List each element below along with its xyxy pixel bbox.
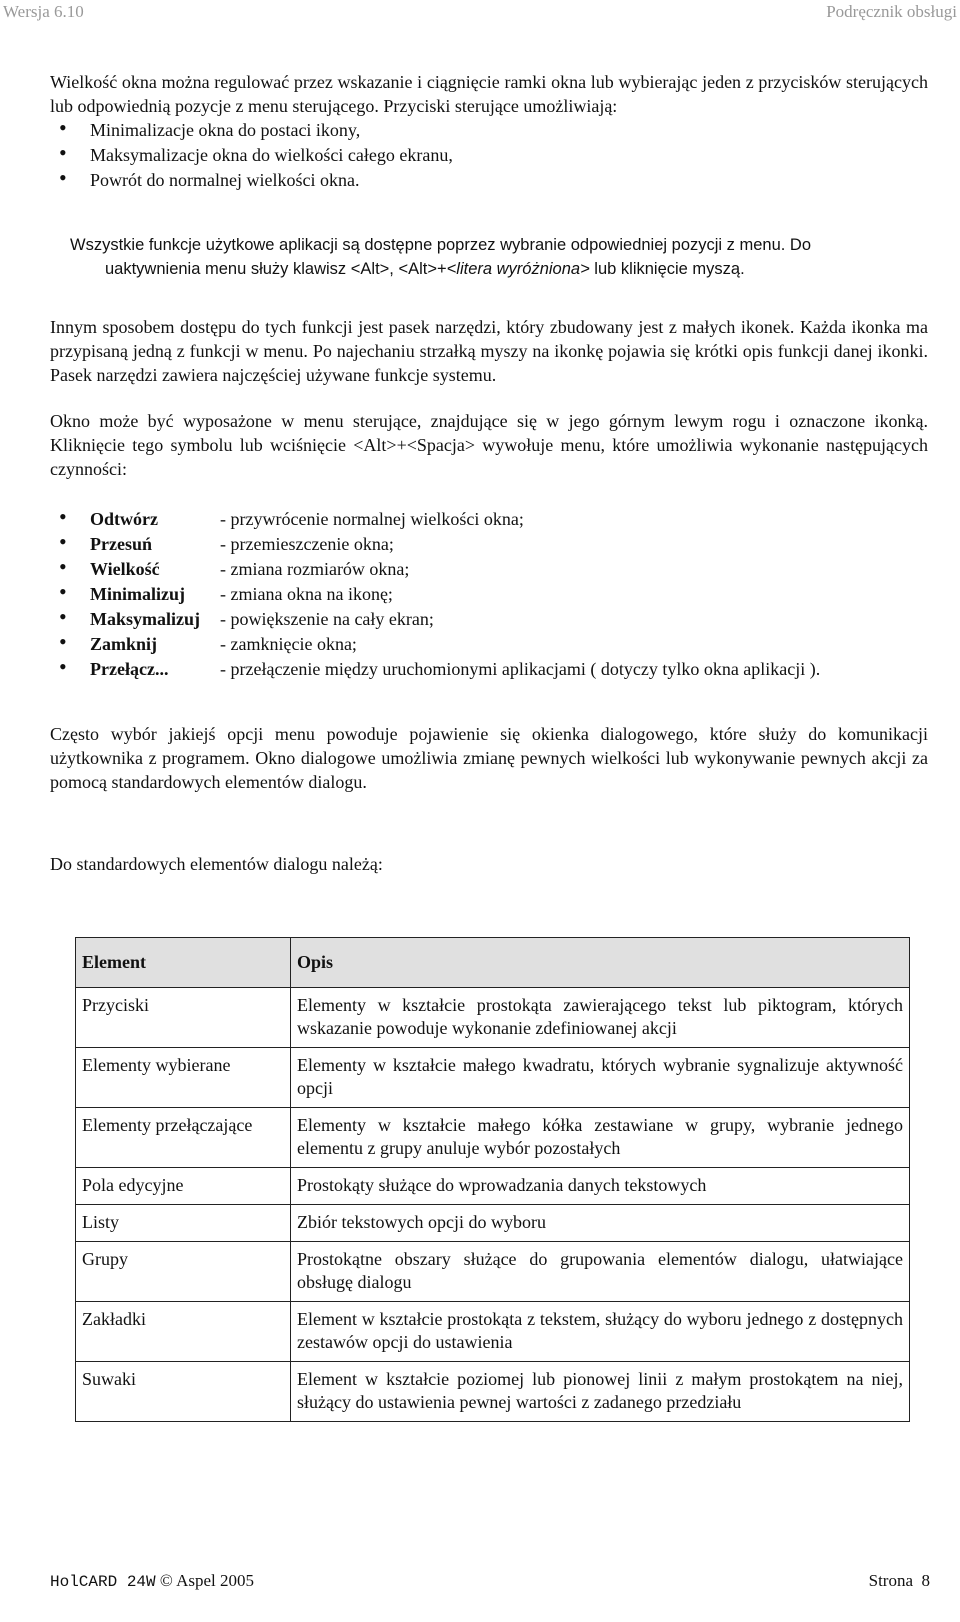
table-header-row <box>76 938 910 988</box>
menu-paragraph-line1: Wszystkie funkcje użytkowe aplikacji są dostępne poprzez wybranie odpowiedniej pozycji z menu. Do <box>70 236 812 254</box>
command-desc: - zmiana rozmiarów okna; <box>220 559 410 579</box>
command-name: Maksymalizuj <box>90 609 200 629</box>
std-elements-intro: Do standardowych elementów dialogu należą: <box>50 854 383 874</box>
list-item: • Maksymalizacje okna do wielkości całego ekranu, <box>50 143 928 168</box>
description-cell: Elementy w kształcie małego kwadratu, których wybranie sygnalizuje aktywność opcji <box>291 1048 910 1108</box>
table-row <box>76 1048 910 1108</box>
menu-paragraph <box>50 233 928 281</box>
command-name: Odtwórz <box>90 509 158 529</box>
intro-paragraph: Wielkość okna można regulować przez wskazanie i ciągnięcie ramki okna lub wybierając jeden z przycisków sterujących lub odpowiednią pozycje z menu sterującego. Przyciski sterujące umożliwiają: <box>50 72 928 116</box>
element-cell: Listy <box>76 1205 291 1242</box>
description-cell: Prostokątne obszary służące do grupowania elementów dialogu, ułatwiające obsługę dialogu <box>291 1242 910 1302</box>
command-name: Przesuń <box>90 534 152 554</box>
control-menu-commands <box>50 507 928 682</box>
element-cell: Suwaki <box>76 1362 291 1422</box>
command-item <box>50 607 928 632</box>
copyright-text: © Aspel 2005 <box>155 1571 255 1590</box>
element-cell: Zakładki <box>76 1302 291 1362</box>
command-desc: - przełączenie między uruchomionymi aplikacjami ( dotyczy tylko okna aplikacji ). <box>220 659 821 679</box>
description-cell: Element w kształcie prostokąta z tekstem, służący do wyboru jednego z dostępnych zestawów opcji do ustawienia <box>291 1302 910 1362</box>
page-header <box>0 0 960 28</box>
command-desc: - przywrócenie normalnej wielkości okna; <box>220 509 524 529</box>
command-desc: - zamknięcie okna; <box>220 634 357 654</box>
element-cell: Elementy wybierane <box>76 1048 291 1108</box>
element-cell: Elementy przełączające <box>76 1108 291 1168</box>
version-label: Wersja 6.10 <box>3 2 84 21</box>
table-row <box>76 1108 910 1168</box>
table-row <box>76 1362 910 1422</box>
command-item <box>50 632 928 657</box>
page-content <box>50 70 928 876</box>
menu-paragraph-line2: uaktywnienia menu służy klawisz <Alt>, <Alt>+ <box>105 260 447 278</box>
description-cell: Element w kształcie poziomej lub pionowej linii z małym prostokątem na niej, służący do ustawienia pewnej wartości z zadanego przedziału <box>291 1362 910 1422</box>
command-desc: - powiększenie na cały ekran; <box>220 609 434 629</box>
description-cell: Elementy w kształcie małego kółka zestawiane w grupy, wybranie jednego elementu z grupy anuluje wybór pozostałych <box>291 1108 910 1168</box>
command-name: Zamknij <box>90 634 158 654</box>
command-item <box>50 507 928 532</box>
command-name: Minimalizuj <box>90 584 185 604</box>
list-item: • Powrót do normalnej wielkości okna. <box>50 168 928 193</box>
command-item <box>50 532 928 557</box>
list-item: • Minimalizacje okna do postaci ikony, <box>50 118 928 143</box>
control-buttons-list <box>50 118 928 193</box>
control-menu-paragraph: Okno może być wyposażone w menu sterujące, znajdujące się w jego górnym lewym rogu i oznaczone ikonką. Kliknięcie tego symbolu lub wciśnięcie <Alt>+<Spacja> wywołuje menu, które umożliwia wykonanie następujących czynności: <box>50 411 928 479</box>
column-header-element: Element <box>76 938 291 988</box>
command-item <box>50 657 928 682</box>
command-name: Wielkość <box>90 559 160 579</box>
command-desc: - przemieszczenie okna; <box>220 534 394 554</box>
table-row <box>76 1168 910 1205</box>
page-number-value: 8 <box>921 1571 930 1590</box>
element-cell: Grupy <box>76 1242 291 1302</box>
toolbar-paragraph: Innym sposobem dostępu do tych funkcji jest pasek narzędzi, który zbudowany jest z małych ikonek. Każda ikonka ma przypisaną jedną z funkcji w menu. Po najechaniu strzałką myszy na ikonkę pojawia się krótki opis funkcji danej ikonki. Pasek narzędzi zawiera najczęściej używane funkcje systemu. <box>50 317 928 385</box>
highlighted-letter-text: <litera wyróżniona> <box>446 260 590 278</box>
table-row <box>76 1302 910 1362</box>
element-cell: Pola edycyjne <box>76 1168 291 1205</box>
column-header-description: Opis <box>291 938 910 988</box>
command-item <box>50 582 928 607</box>
description-cell: Zbiór tekstowych opcji do wyboru <box>291 1205 910 1242</box>
page-footer <box>50 1571 930 1597</box>
table-row <box>76 988 910 1048</box>
dialog-paragraph: Często wybór jakiejś opcji menu powoduje pojawienie się okienka dialogowego, które służy do komunikacji użytkownika z programem. Okno dialogowe umożliwia zmianę pewnych wielkości lub wykonywanie pewnych akcji za pomocą standardowych elementów dialogu. <box>50 724 928 792</box>
manual-title: Podręcznik obsługi <box>826 2 957 21</box>
command-item <box>50 557 928 582</box>
table-row <box>76 1205 910 1242</box>
dialog-elements-table <box>75 937 910 1422</box>
description-cell: Elementy w kształcie prostokąta zawierającego tekst lub piktogram, których wskazanie powoduje wykonanie zdefiniowanej akcji <box>291 988 910 1048</box>
element-cell: Przyciski <box>76 988 291 1048</box>
footer-copyright <box>50 1571 254 1590</box>
page-number <box>869 1571 930 1591</box>
menu-paragraph-line2-end: lub kliknięcie myszą. <box>589 260 745 278</box>
table-row <box>76 1242 910 1302</box>
command-name: Przełącz... <box>90 659 169 679</box>
description-cell: Prostokąty służące do wprowadzania danych tekstowych <box>291 1168 910 1205</box>
command-desc: - zmiana okna na ikonę; <box>220 584 393 604</box>
product-name: HolCARD 24W <box>50 1573 156 1591</box>
page-label: Strona <box>868 1571 913 1590</box>
